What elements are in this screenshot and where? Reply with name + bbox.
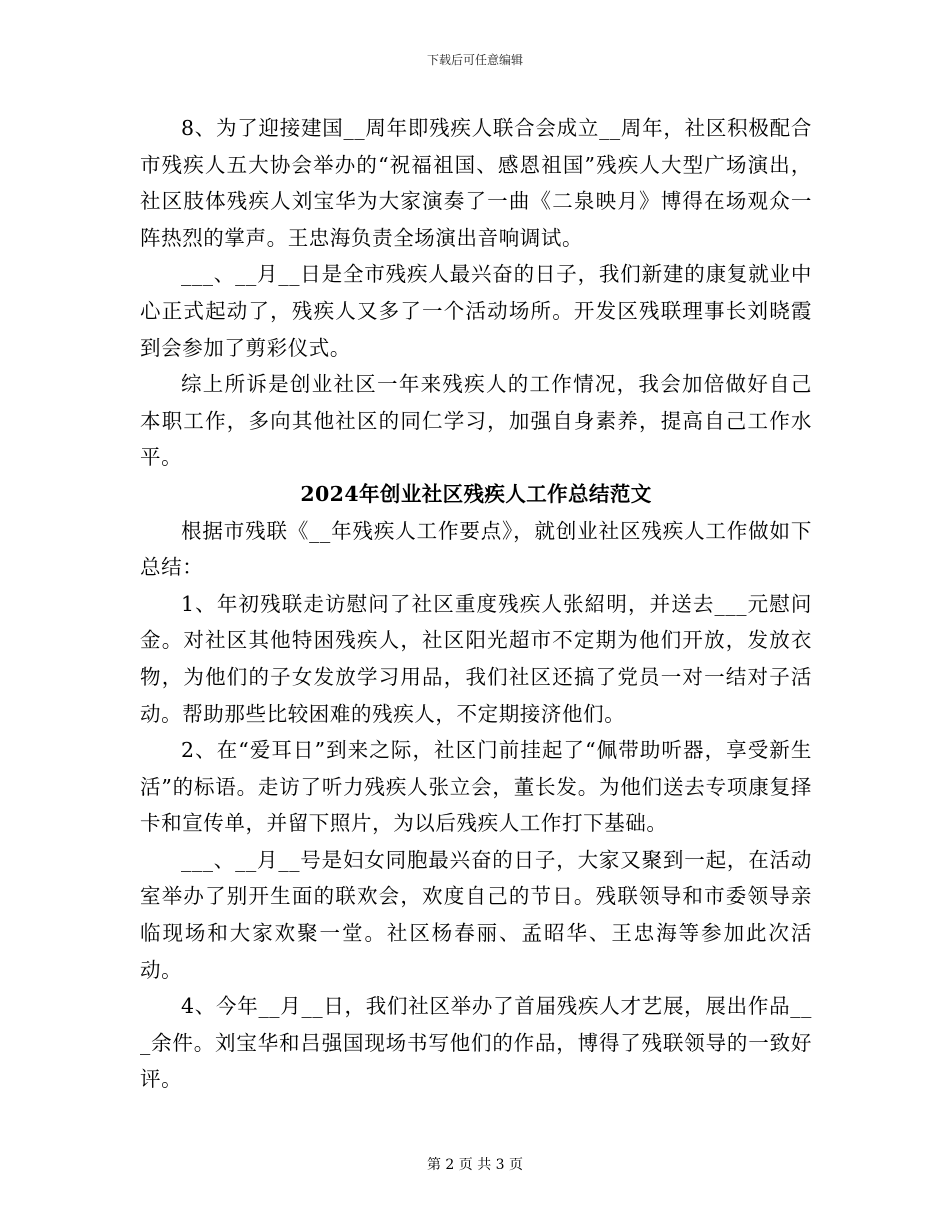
paragraph-item-4: 4、今年__月__日，我们社区举办了首届残疾人才艺展，展出作品___余件。刘宝华和吕强国现场书写他们的作品，博得了残联领导的一致好评。 <box>140 994 812 1092</box>
page-header: 下载后可任意编辑 <box>426 53 523 67</box>
page-number: 第 2 页 共 3 页 <box>426 1157 524 1173</box>
paragraph-summary: 综上所诉是创业社区一年来残疾人的工作情况，我会加倍做好自己本职工作，多向其他社区的同仁学习，加强自身素养，提高自己工作水平。 <box>140 372 812 470</box>
paragraph-item-1: 1、年初残联走访慰问了社区重度残疾人张紹明，并送去___元慰问金。对社区其他特困残疾人，社区阳光超市不定期为他们开放，发放衣物，为他们的子女发放学习用品，我们社区还搞了党员一对一结对子活动。帮助那些比较困难的残疾人，不定期接济他们。 <box>140 591 812 726</box>
paragraph-intro: 根据市残联《__年残疾人工作要点》，就创业社区残疾人工作做如下总结： <box>140 518 812 580</box>
document-body <box>140 110 812 1098</box>
section-title: 2024年创业社区残疾人工作总结范文 <box>300 481 652 506</box>
paragraph-rehab-center: ___、__月__日是全市残疾人最兴奋的日子，我们新建的康复就业中心正式起动了，残疾人又多了一个活动场所。开发区残联理事长刘晓霞到会参加了剪彩仪式。 <box>140 262 812 360</box>
paragraph-womens-day: ___、__月__号是妇女同胞最兴奋的日子，大家又聚到一起，在活动室举办了别开生面的联欢会，欢度自己的节日。残联领导和市委领导亲临现场和大家欢聚一堂。社区杨春丽、孟昭华、王忠海等参加此次活动。 <box>140 847 812 982</box>
paragraph-item-2: 2、在“爱耳日”到来之际，社区门前挂起了“佩带助听器，享受新生活”的标语。走访了听力残疾人张立会，董长发。为他们送去专项康复择卡和宣传单，并留下照片，为以后残疾人工作打下基础。 <box>140 738 812 836</box>
paragraph-item-8: 8、为了迎接建国__周年即残疾人联合会成立__周年，社区积极配合市残疾人五大协会举办的“祝福祖国、感恩祖国”残疾人大型广场演出，社区肢体残疾人刘宝华为大家演奏了一曲《二泉映月》博得在场观众一阵热烈的掌声。王忠海负责全场演出音响调试。 <box>140 116 812 250</box>
